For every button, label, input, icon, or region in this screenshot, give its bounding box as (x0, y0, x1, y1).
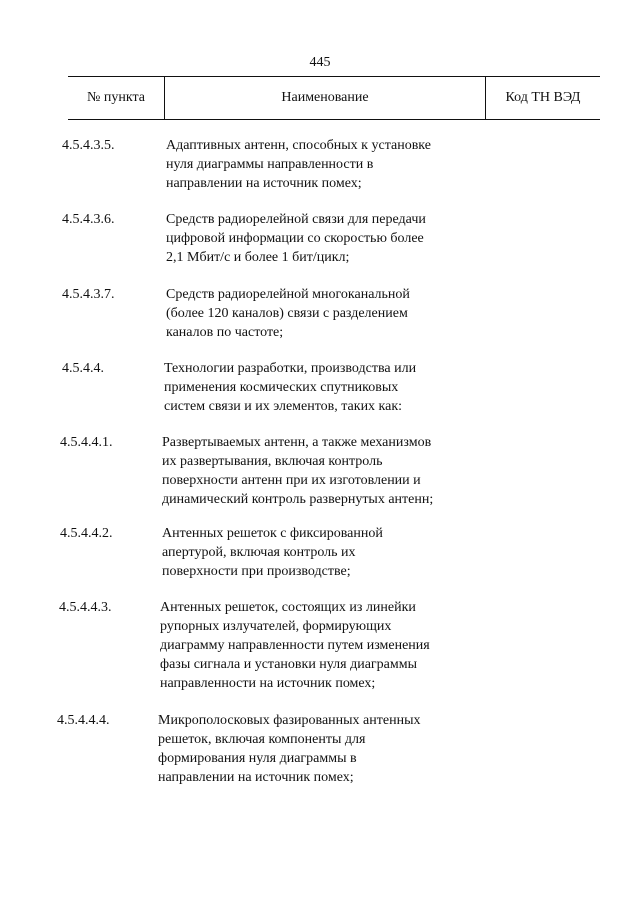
item-number: 4.5.4.4. (62, 361, 104, 376)
description-line: Адаптивных антенн, способных к установке (166, 138, 431, 153)
description-line: Средств радиорелейной многоканальной (166, 287, 410, 302)
description-line: систем связи и их элементов, таких как: (164, 399, 403, 414)
item-number: 4.5.4.3.7. (62, 287, 115, 302)
header-code: Код ТН ВЭД (505, 90, 581, 105)
item-description (158, 711, 488, 787)
description-line: Развертываемых антенн, а также механизмов (162, 435, 432, 450)
description-line: Антенных решеток, состоящих из линейки (160, 600, 416, 615)
description-line: поверхности при производстве; (162, 564, 351, 579)
description-line: динамический контроль развернутых антенн; (162, 492, 434, 507)
description-line: Микрополосковых фазированных антенных (158, 713, 421, 728)
description-line: нуля диаграммы направленности в (166, 157, 374, 172)
item-description (162, 433, 492, 509)
description-line: направленности на источник помех; (160, 676, 376, 691)
description-line: формирования нуля диаграммы в (158, 751, 357, 766)
page-number: 445 (309, 55, 331, 70)
description-line: диаграмму направленности путем изменения (160, 638, 430, 653)
description-line: цифровой информации со скоростью более (166, 231, 424, 246)
item-description (166, 210, 496, 267)
table-header (68, 76, 600, 120)
description-line: поверхности антенн при их изготовлении и (162, 473, 421, 488)
description-line: направлении на источник помех; (166, 176, 362, 191)
item-description (166, 136, 496, 193)
description-line: их развертывания, включая контроль (162, 454, 383, 469)
header-name: Наименование (164, 77, 486, 119)
item-number: 4.5.4.4.1. (60, 435, 113, 450)
description-line: решеток, включая компоненты для (158, 732, 366, 747)
item-number: 4.5.4.3.6. (62, 212, 115, 227)
item-description (166, 285, 496, 342)
item-number: 4.5.4.4.3. (59, 600, 112, 615)
description-line: фазы сигнала и установки нуля диаграммы (160, 657, 418, 672)
description-line: направлении на источник помех; (158, 770, 354, 785)
description-line: Антенных решеток с фиксированной (162, 526, 383, 541)
description-line: рупорных излучателей, формирующих (160, 619, 392, 634)
header-item-number: № пункта (87, 90, 145, 105)
description-line: 2,1 Мбит/с и более 1 бит/цикл; (166, 250, 350, 265)
description-line: апертурой, включая контроль их (162, 545, 356, 560)
item-description (164, 359, 494, 416)
item-number: 4.5.4.4.2. (60, 526, 113, 541)
item-description (160, 598, 490, 693)
description-line: применения космических спутниковых (164, 380, 399, 395)
item-number: 4.5.4.3.5. (62, 138, 115, 153)
description-line: Технологии разработки, производства или (164, 361, 417, 376)
item-description (162, 524, 492, 581)
item-number: 4.5.4.4.4. (57, 713, 110, 728)
description-line: каналов по частоте; (166, 325, 284, 340)
description-line: Средств радиорелейной связи для передачи (166, 212, 426, 227)
description-line: (более 120 каналов) связи с разделением (166, 306, 408, 321)
